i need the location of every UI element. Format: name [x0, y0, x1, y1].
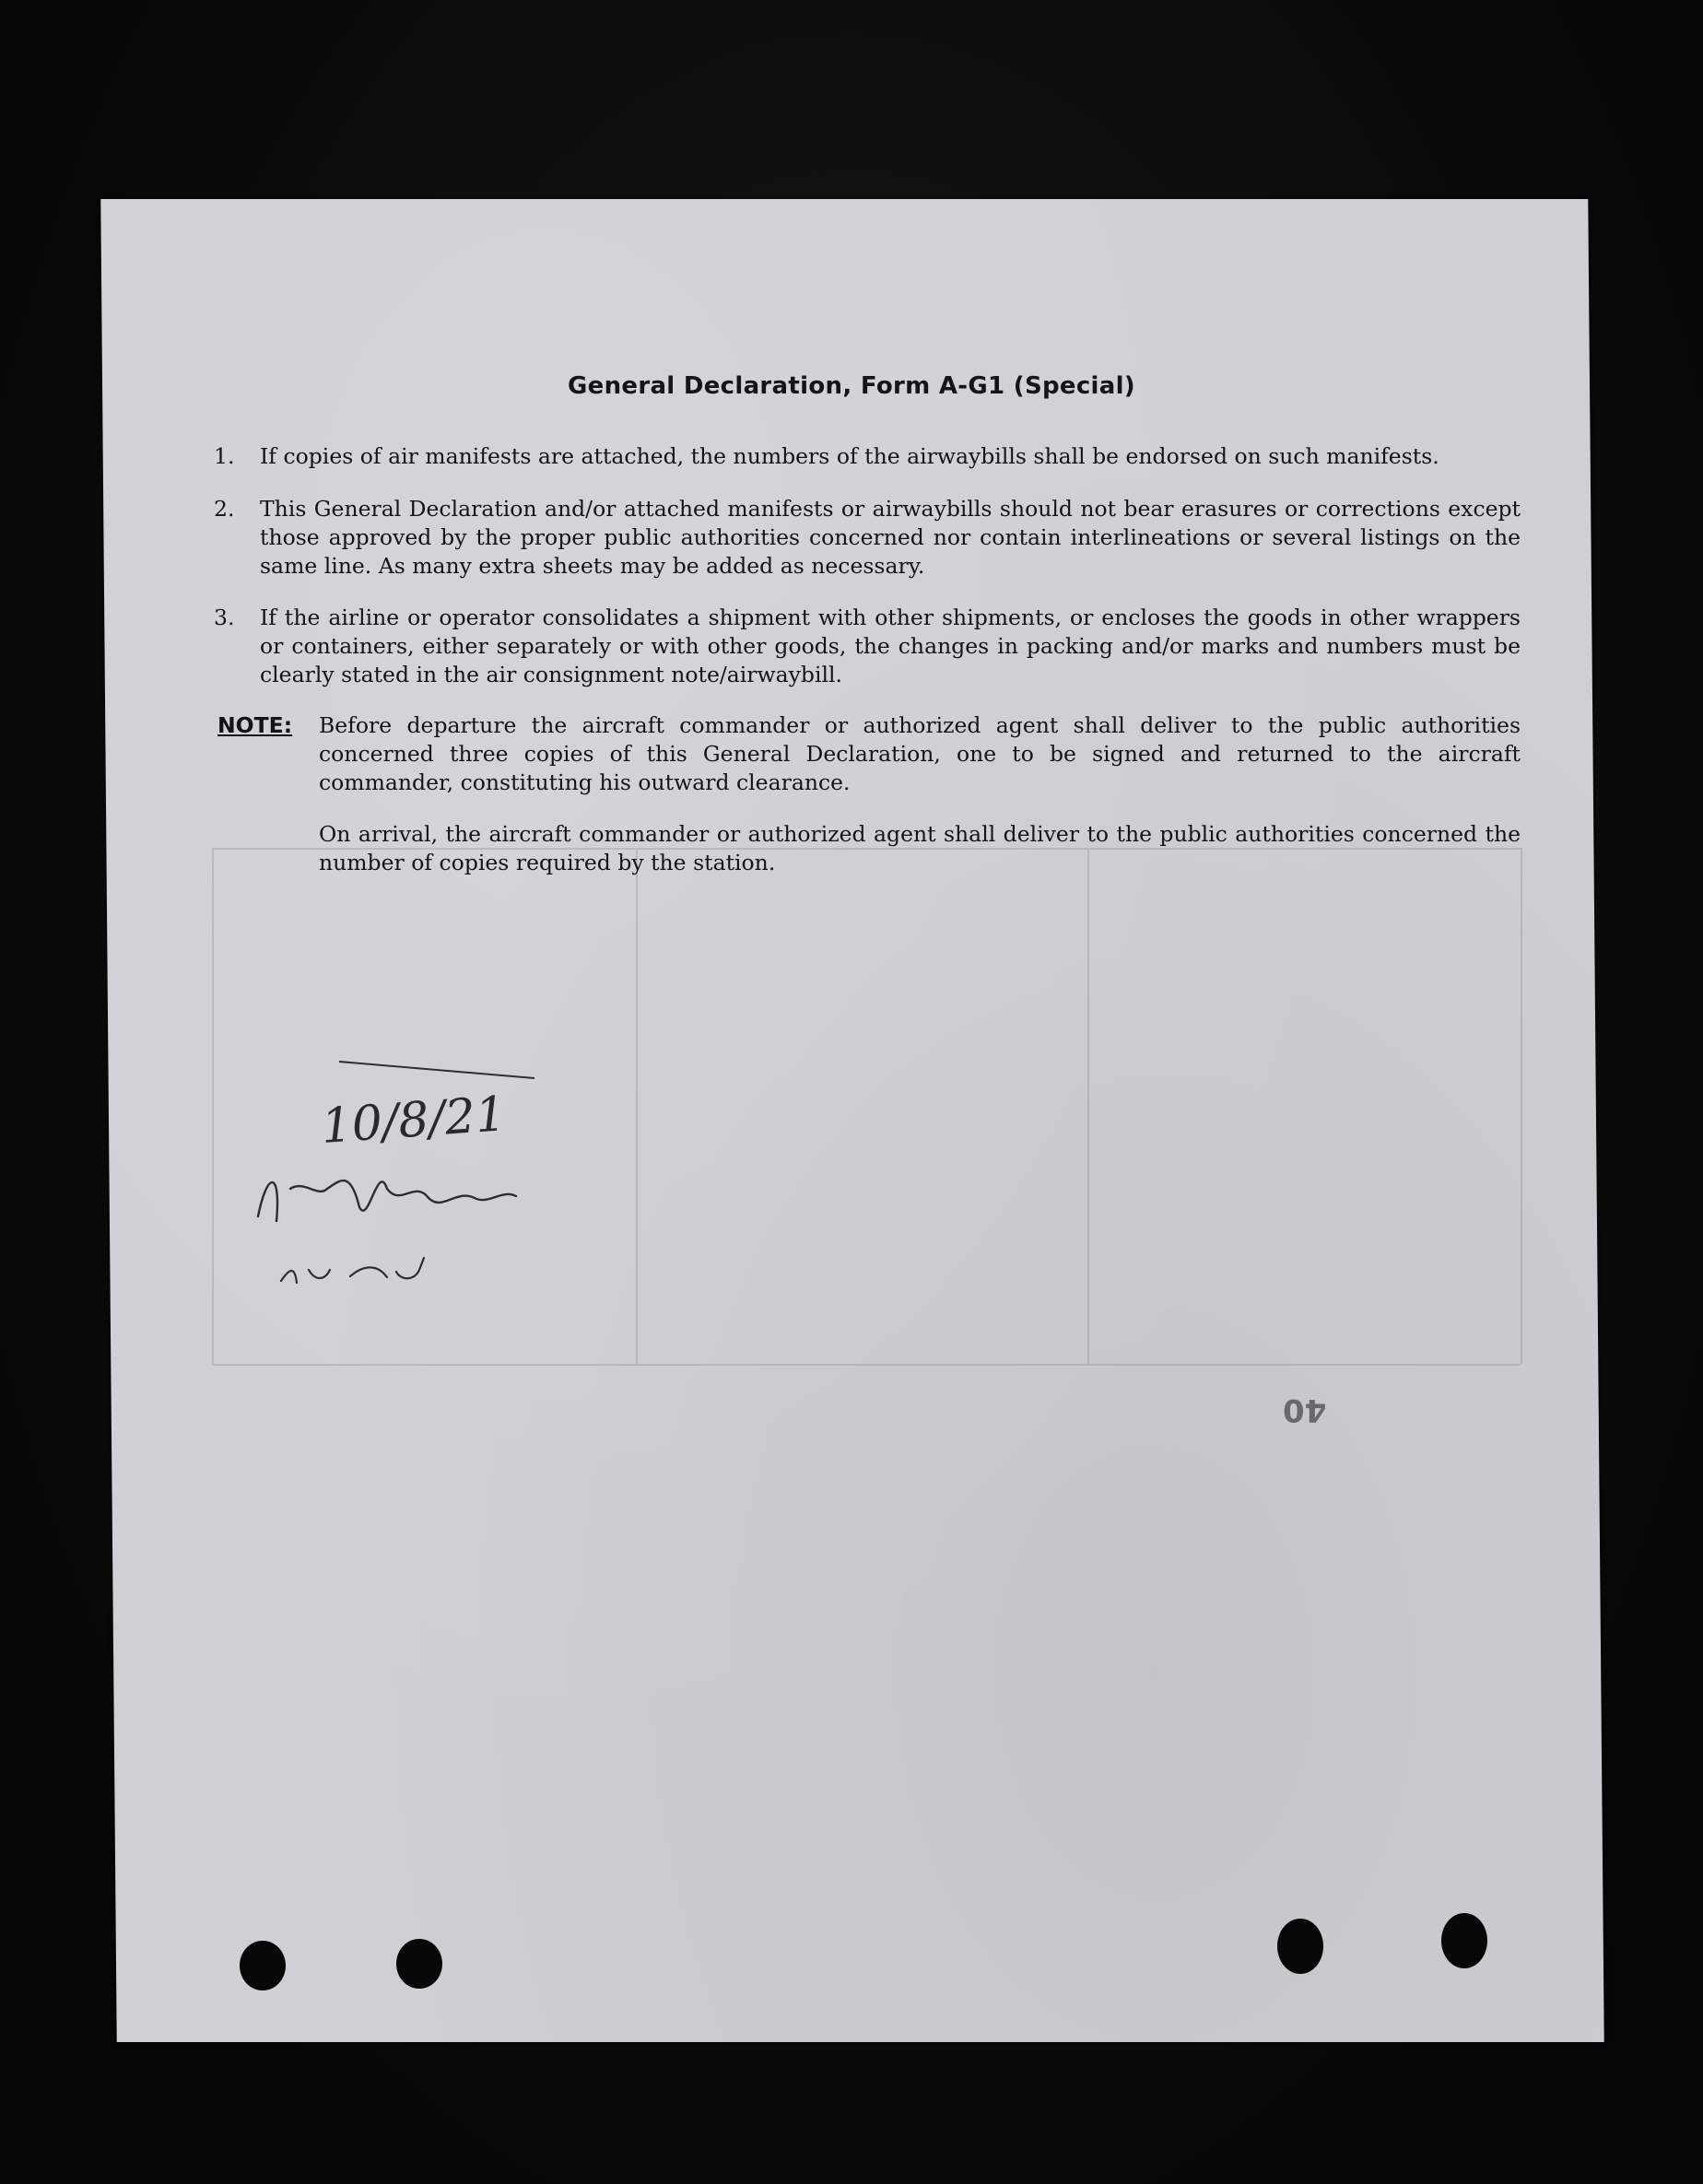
handwritten-rule: [339, 1062, 534, 1078]
note-paragraph: On arrival, the aircraft commander or authorized agent shall deliver to the public authorities concerned the number of copies required by the station.: [319, 821, 1521, 875]
punch-hole: [1277, 1919, 1323, 1974]
note-paragraph: Before departure the aircraft commander or authorized agent shall deliver to the public authorities concerned three copies of this General Declaration, one to be signed and returned to the aircraft commander, constituting his outward clearance.: [319, 712, 1521, 795]
punch-hole: [396, 1939, 442, 1989]
item-text: This General Declaration and/or attached manifests or airwaybills should not bear erasures or corrections except those approved by the proper public authorities concerned nor contain interlineations or several listings on the same line. As many extra sheets may be added as necessary.: [260, 496, 1521, 579]
document-title: General Declaration, Form A-G1 (Special): [568, 372, 1135, 400]
handwritten-scribble: [281, 1258, 424, 1283]
item-text: If copies of air manifests are attached, the numbers of the airwaybills shall be endorsed on such manifests.: [260, 443, 1439, 469]
punch-hole: [1441, 1913, 1487, 1968]
punch-hole: [240, 1941, 286, 1990]
item-number: 1.: [214, 443, 235, 469]
note-label: NOTE:: [217, 712, 293, 738]
item-number: 3.: [214, 605, 235, 630]
handwritten-date: 10/8/21: [319, 1086, 508, 1155]
item-number: 2.: [214, 496, 235, 522]
list-item: [214, 495, 1522, 587]
handwritten-scribble: [258, 1180, 516, 1221]
list-item: [214, 442, 1522, 474]
reversed-stamp-number: 40: [1283, 1391, 1327, 1428]
handwritten-notes: [240, 1051, 627, 1327]
item-text: If the airline or operator consolidates a shipment with other shipments, or encloses the goods in other wrappers or containers, either separately or with other goods, the changes in packing and/or marks and numbers must be clearly stated in the air consignment note/airwaybill.: [260, 605, 1521, 687]
list-item: [214, 604, 1522, 696]
